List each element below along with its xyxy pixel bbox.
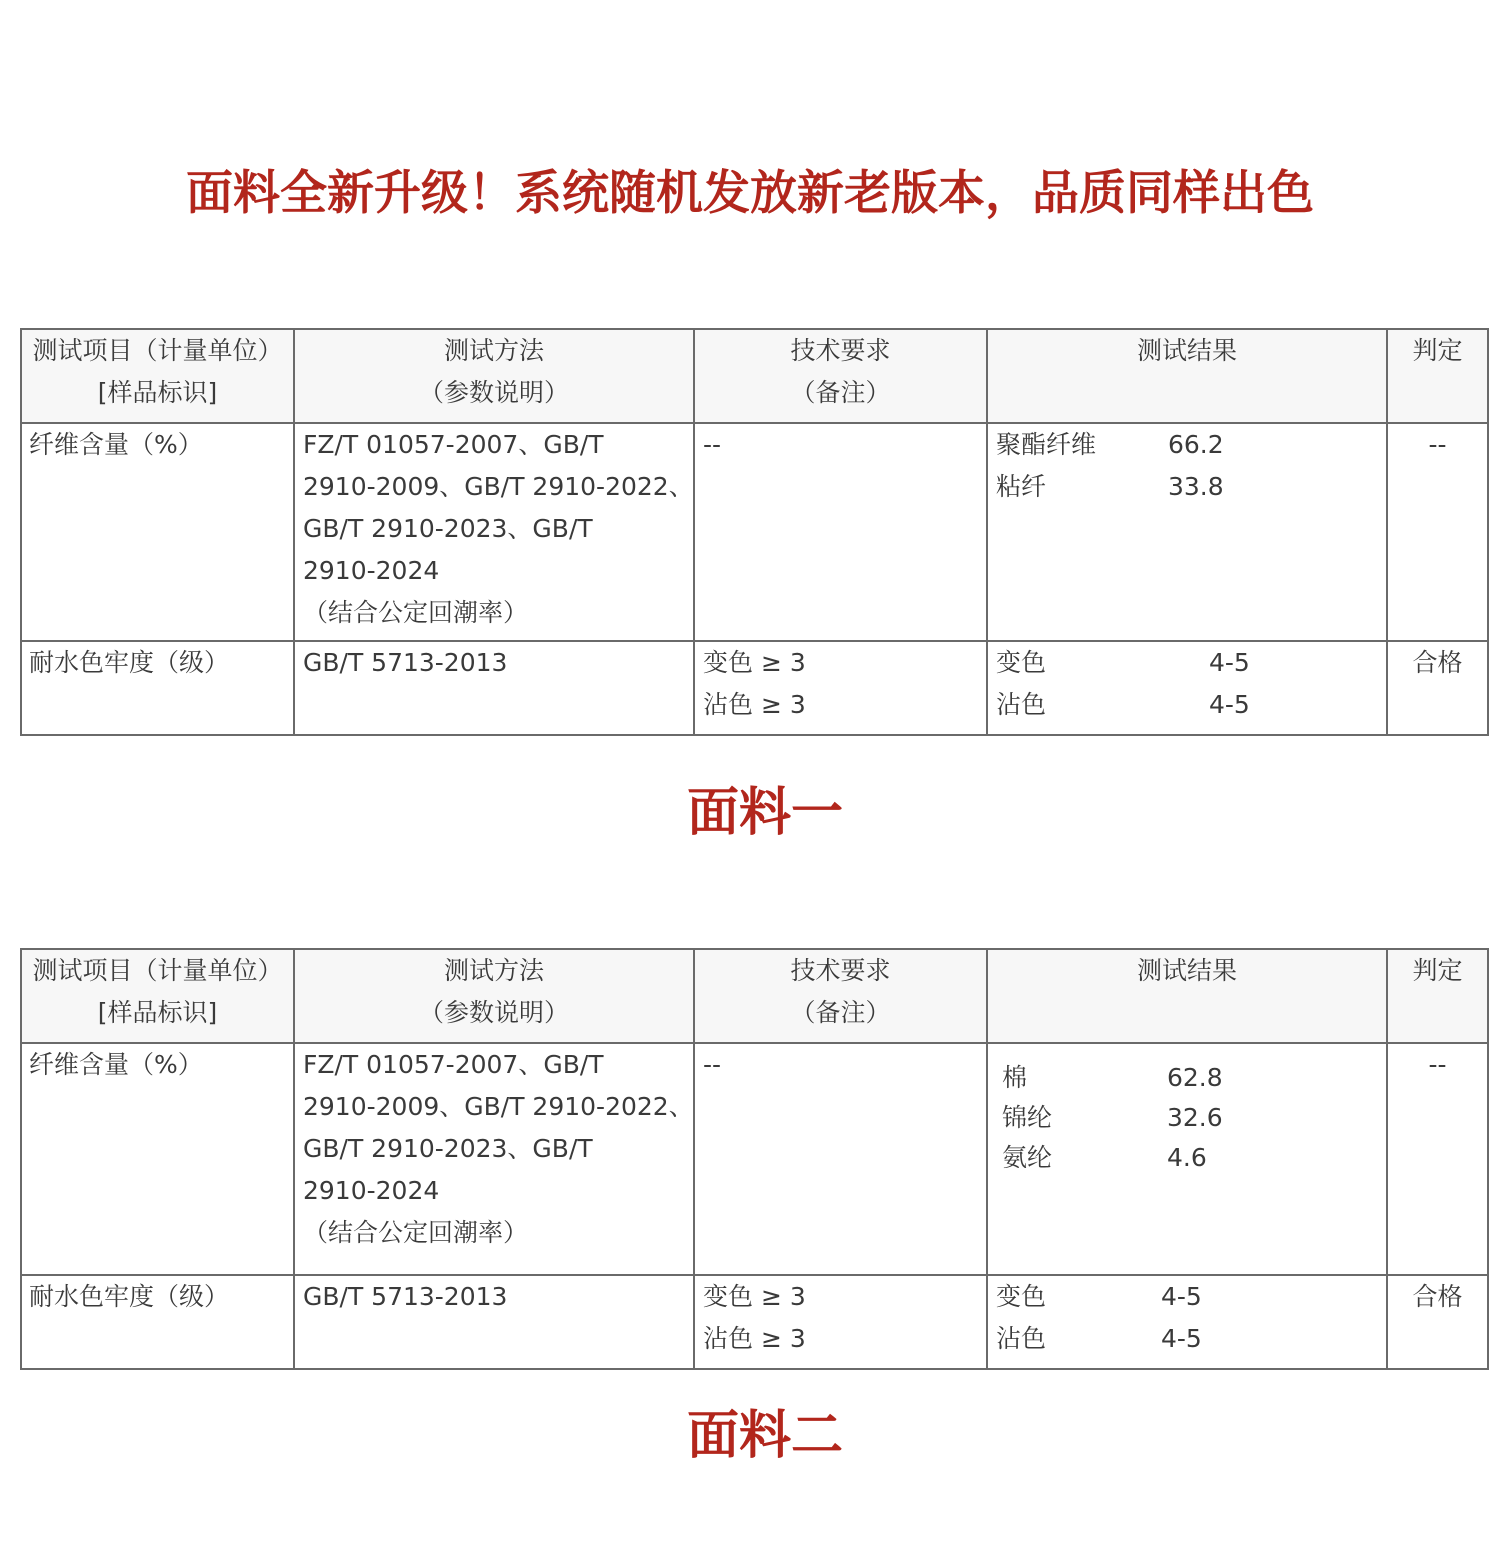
test-report-table-2	[20, 948, 1489, 1370]
cell-requirement: 变色 ≥ 3 沾色 ≥ 3	[694, 641, 987, 735]
cell-judgement: 合格	[1387, 641, 1488, 735]
cell-method: FZ/T 01057-2007、GB/T 2910-2009、GB/T 2910-2022、 GB/T 2910-2023、GB/T 2910-2024 （结合公定回潮率）	[294, 423, 694, 641]
result-line: 沾色 4-5	[996, 1324, 1202, 1353]
cell-method: FZ/T 01057-2007、GB/T 2910-2009、GB/T 2910-2022、 GB/T 2910-2023、GB/T 2910-2024 （结合公定回潮率）	[294, 1043, 694, 1275]
fabric-label-1: 面料一	[686, 782, 843, 843]
cell-result	[987, 1275, 1387, 1369]
fabric-label-2: 面料二	[686, 1405, 843, 1466]
cell-method: GB/T 5713-2013	[294, 641, 694, 735]
cell-result	[987, 423, 1387, 641]
header-judgement: 判定	[1387, 329, 1488, 423]
header-judgement: 判定	[1387, 949, 1488, 1043]
headline: 面料全新升级！系统随机发放新老版本，品质同样出色	[186, 166, 1314, 221]
cell-result	[987, 1043, 1387, 1275]
header-method: 测试方法 （参数说明）	[294, 329, 694, 423]
table-row	[21, 423, 1488, 641]
table-row	[21, 1275, 1488, 1369]
cell-judgement: --	[1387, 423, 1488, 641]
cell-item: 耐水色牢度（级）	[21, 641, 294, 735]
cell-judgement: 合格	[1387, 1275, 1488, 1369]
result-line: 氨纶 4.6	[1002, 1143, 1207, 1172]
table-row	[21, 1043, 1488, 1275]
result-line: 变色 4-5	[996, 648, 1250, 677]
cell-item: 耐水色牢度（级）	[21, 1275, 294, 1369]
cell-requirement: --	[694, 1043, 987, 1275]
cell-method: GB/T 5713-2013	[294, 1275, 694, 1369]
cell-result	[987, 641, 1387, 735]
header-item: 测试项目（计量单位） [样品标识]	[21, 329, 294, 423]
header-item: 测试项目（计量单位） [样品标识]	[21, 949, 294, 1043]
header-result: 测试结果	[987, 329, 1387, 423]
result-line: 粘纤 33.8	[996, 472, 1224, 501]
header-result: 测试结果	[987, 949, 1387, 1043]
result-line: 棉 62.8	[1002, 1063, 1223, 1092]
cell-item: 纤维含量（%）	[21, 423, 294, 641]
cell-requirement: 变色 ≥ 3 沾色 ≥ 3	[694, 1275, 987, 1369]
result-line: 变色 4-5	[996, 1282, 1202, 1311]
result-line: 锦纶 32.6	[1002, 1103, 1223, 1132]
table-header-row	[21, 949, 1488, 1043]
header-requirement: 技术要求 （备注）	[694, 329, 987, 423]
header-requirement: 技术要求 （备注）	[694, 949, 987, 1043]
cell-item: 纤维含量（%）	[21, 1043, 294, 1275]
test-report-table-1	[20, 328, 1489, 736]
table-header-row	[21, 329, 1488, 423]
cell-judgement: --	[1387, 1043, 1488, 1275]
table-row	[21, 641, 1488, 735]
header-method: 测试方法 （参数说明）	[294, 949, 694, 1043]
result-line: 聚酯纤维 66.2	[996, 430, 1224, 459]
cell-requirement: --	[694, 423, 987, 641]
result-line: 沾色 4-5	[996, 690, 1250, 719]
